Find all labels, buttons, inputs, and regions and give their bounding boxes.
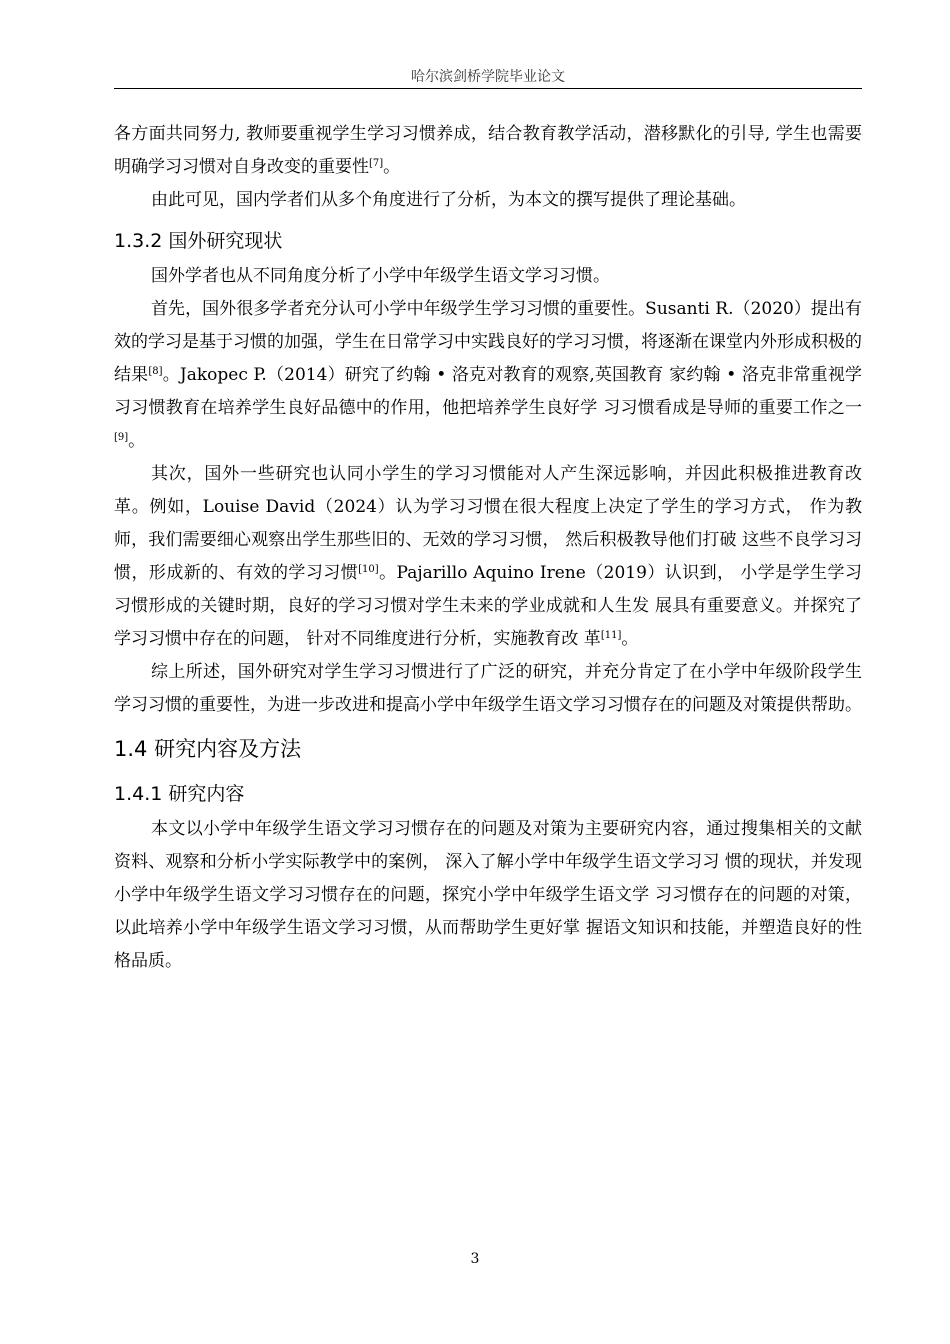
paragraph-text: 。Pajarillo Aquino Irene（2019）认识到， 小学是学生学习习惯形成的关键时期，良好的学习习惯对学生未来的学业成就和人生发 展具有重要意义。并探究了学习习惯中存在的问题， 针对不同维度进行分析，实施教育改 革 [114, 563, 862, 649]
paragraph-tail: 。 [128, 431, 146, 451]
citation: [11] [600, 630, 622, 641]
section-heading-1-3-2: 1.3.2 国外研究现状 [114, 230, 283, 252]
document-body [114, 118, 862, 978]
header-rule [114, 88, 862, 89]
paragraph-text: 其次，国外一些研究也认同小学生的学习习惯能对人产生深远影响，并因此积极推进教育改革。例如，Louise David（2024）认为学习习惯在很大程度上决定了学生的学习方式， 作为教师，我们需要细心观察出学生那些旧的、无效的学习习惯， 然后积极教导他们打破 这些不良学习习惯，形成新的、有效的学习习惯 [114, 464, 862, 583]
paragraph-text: 。Jakopec P.（2014）研究了约翰 • 洛克对教育的观察,英国教育 家约翰 • 洛克非常重视学习习惯教育在培养学生良好品德中的作用，他把培养学生良好学 习习惯看成是导师的重要工作之一 [114, 365, 862, 418]
paragraph-tail: 。 [383, 157, 401, 177]
paragraph-tail: 。 [621, 629, 639, 649]
paragraph-foreign-second [114, 458, 862, 656]
page-header: 哈尔滨剑桥学院毕业论文 [411, 69, 565, 85]
section-heading-1-4: 1.4 研究内容及方法 [114, 737, 302, 761]
paragraph-foreign-summary: 综上所述，国外研究对学生学习习惯进行了广泛的研究，并充分肯定了在小学中年级阶段学生学习习惯的重要性，为进一步改进和提高小学中年级学生语文学习习惯存在的问题及对策提供帮助。 [114, 662, 862, 715]
paragraph-text: 首先，国外很多学者充分认可小学中年级学生学习习惯的重要性。Susanti R.（2020）提出有效的学习是基于习惯的加强，学生在日常学习中实践良好的学习习惯，将逐渐在课堂内外形成积极的结果 [114, 299, 862, 385]
paragraph-domestic-conclusion: 由此可见，国内学者们从多个角度进行了分析，为本文的撰写提供了理论基础。 [151, 190, 746, 210]
citation: [7] [369, 158, 384, 169]
paragraph-text: 各方面共同努力, 教师要重视学生学习习惯养成，结合教育教学活动，潜移默化的引导, 学生也需要明确学习习惯对自身改变的重要性 [114, 124, 862, 177]
citation: [9] [114, 432, 129, 443]
paragraph-foreign-first [114, 293, 862, 458]
citation: [10] [358, 564, 379, 575]
citation: [8] [148, 366, 163, 377]
paragraph-domestic-summary-end [114, 118, 862, 184]
section-heading-1-4-1: 1.4.1 研究内容 [114, 783, 245, 805]
page-number: 3 [470, 1251, 480, 1267]
paragraph-foreign-intro: 国外学者也从不同角度分析了小学中年级学生语文学习习惯。 [151, 266, 610, 286]
paragraph-research-content: 本文以小学中年级学生语文学习习惯存在的问题及对策为主要研究内容，通过搜集相关的文献资料、观察和分析小学实际教学中的案例， 深入了解小学中年级学生语文学习习 惯的现状，并发现小学中年级学生语文学习习惯存在的问题，探究小学中年级学生语文学 习习惯存在的问题的对策，以此培养小学中年级学生语文学习习惯，从而帮助学生更好掌 握语文知识和技能，并塑造良好的性格品质。 [114, 819, 862, 971]
